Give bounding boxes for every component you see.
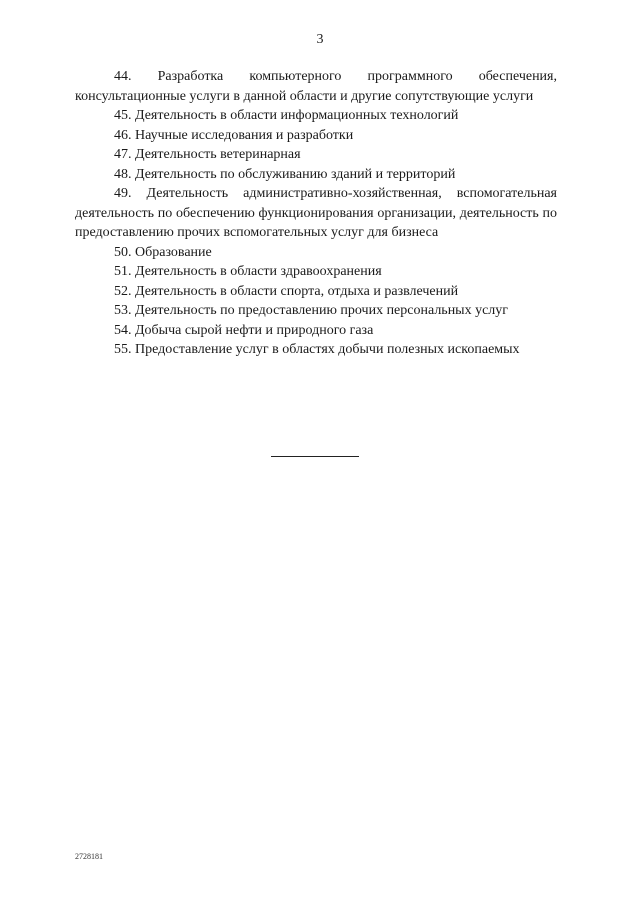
end-divider	[271, 456, 359, 457]
page-number: 3	[316, 32, 324, 47]
list-item: 45. Деятельность в области информационных технологий	[114, 108, 459, 123]
list-item: 46. Научные исследования и разработки	[114, 127, 354, 143]
list-item: 53. Деятельность по предоставлению прочих персональных услуг	[114, 303, 509, 318]
list-item: 51. Деятельность в области здравоохранения	[114, 264, 382, 279]
list-item: 54. Добыча сырой нефти и природного газа	[114, 322, 374, 338]
list-item: 55. Предоставление услуг в областях добычи полезных ископаемых	[114, 342, 520, 357]
activity-list	[75, 67, 557, 360]
list-item: 50. Образование	[114, 244, 212, 260]
list-item: 49. Деятельность административно-хозяйственная, вспомогательная деятельность по обеспечению функционирования организации, деятельность по предоставлению прочих вспомогательных услуг для бизнеса	[75, 186, 557, 240]
list-item: 52. Деятельность в области спорта, отдыха и развлечений	[114, 283, 459, 299]
list-item: 47. Деятельность ветеринарная	[114, 147, 301, 162]
list-item: 44. Разработка компьютерного программного обеспечения, консультационные услуги в данной области и другие сопутствующие услуги	[75, 69, 557, 104]
list-item: 48. Деятельность по обслуживанию зданий и территорий	[114, 166, 456, 182]
document-code: 2728181	[75, 852, 103, 861]
